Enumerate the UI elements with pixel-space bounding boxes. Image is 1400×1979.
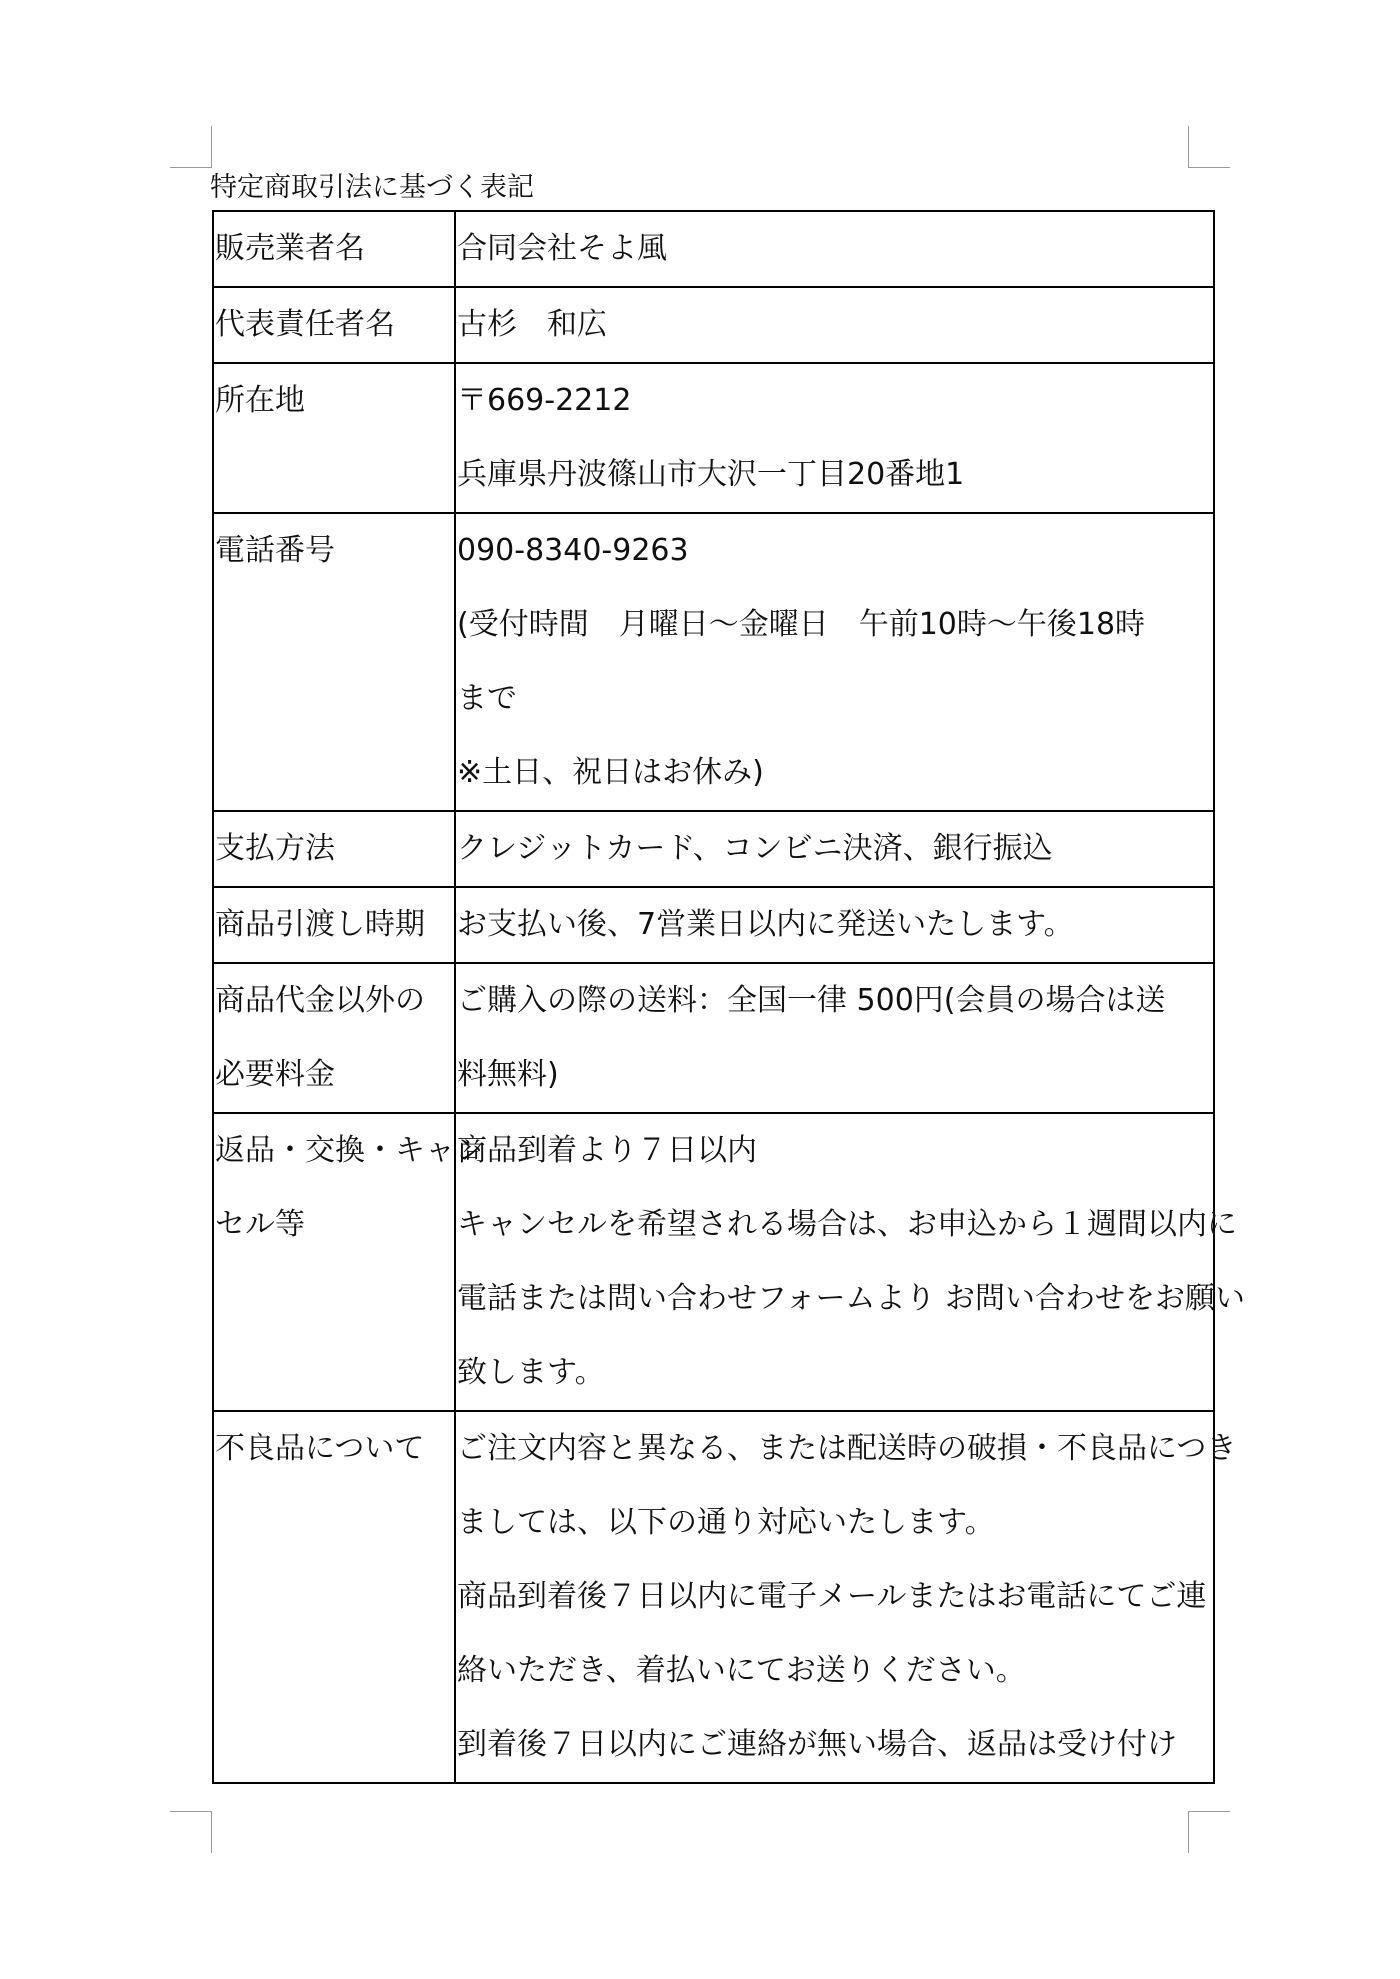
table-row: [213, 513, 1214, 811]
table-row: [213, 887, 1214, 963]
row-label: 支払方法: [213, 811, 455, 887]
value-line: 料無料): [457, 1057, 559, 1092]
row-value: [455, 1411, 1237, 1783]
crop-mark-bottom-right-vertical: [1188, 1811, 1189, 1853]
crop-mark-top-right-vertical: [1188, 126, 1189, 168]
row-label: 電話番号: [213, 513, 455, 811]
value-line: ※土日、祝日はお休み): [457, 755, 764, 790]
row-label: 販売業者名: [213, 211, 455, 287]
row-label: [213, 1113, 485, 1411]
table-row: [213, 811, 1214, 887]
value-line: 商品到着より７日以内: [457, 1133, 757, 1168]
disclosure-table: [212, 210, 1246, 1784]
row-value: [455, 363, 1214, 513]
value-line: 商品到着後７日以内に電子メールまたはお電話にてご連: [457, 1579, 1207, 1614]
crop-mark-bottom-left-vertical: [211, 1811, 212, 1853]
row-value: [455, 811, 1214, 887]
table-row: [213, 363, 1214, 513]
document-title: 特定商取引法に基づく表記: [210, 172, 534, 203]
value-line: 090-8340-9263: [457, 533, 689, 568]
row-value: [455, 287, 1214, 363]
value-line: ご購入の際の送料：全国一律 500円(会員の場合は送: [457, 983, 1166, 1018]
row-value: [455, 513, 1214, 811]
row-label: [213, 963, 455, 1113]
value-line: 致します。: [457, 1355, 605, 1390]
value-line: 絡いただき、着払いにてお送りください。: [457, 1653, 1026, 1688]
value-line: ご注文内容と異なる、または配送時の破損・不良品につき: [457, 1431, 1237, 1466]
value-line: (受付時間 月曜日～金曜日 午前10時～午後18時: [457, 607, 1146, 642]
row-label: 所在地: [213, 363, 455, 513]
value-line: お支払い後、7営業日以内に発送いたします。: [457, 907, 1074, 942]
row-value: [455, 1113, 1246, 1411]
crop-mark-top-right-horizontal: [1188, 167, 1230, 168]
value-line: キャンセルを希望される場合は、お申込から１週間以内に: [457, 1207, 1237, 1242]
label-line: 必要料金: [215, 1057, 335, 1092]
value-line: ましては、以下の通り対応いたします。: [457, 1505, 995, 1540]
label-line: 商品代金以外の: [215, 983, 425, 1018]
crop-mark-bottom-right-horizontal: [1188, 1811, 1230, 1812]
value-line: 到着後７日以内にご連絡が無い場合、返品は受け付け: [457, 1727, 1177, 1762]
value-line: 合同会社そよ風: [457, 231, 667, 266]
label-line: 返品・交換・キャン: [215, 1133, 485, 1168]
table-row: [213, 1113, 1214, 1411]
value-line: 電話または問い合わせフォームより お問い合わせをお願い: [457, 1281, 1246, 1316]
row-label: 不良品について: [213, 1411, 455, 1783]
table-row: [213, 211, 1214, 287]
table-row: [213, 963, 1214, 1113]
crop-mark-top-left-horizontal: [170, 167, 212, 168]
table-row: [213, 287, 1214, 363]
row-value: [455, 963, 1214, 1113]
table-row: [213, 1411, 1214, 1783]
row-value: [455, 887, 1214, 963]
label-line: セル等: [215, 1207, 305, 1242]
value-line: クレジットカード、コンビニ決済、銀行振込: [457, 831, 1053, 866]
crop-mark-top-left-vertical: [211, 126, 212, 168]
row-value: [455, 211, 1214, 287]
value-line: 〒669-2212: [457, 383, 632, 418]
value-line: 兵庫県丹波篠山市大沢一丁目20番地1: [457, 457, 965, 492]
value-line: まで: [457, 681, 517, 716]
row-label: 商品引渡し時期: [213, 887, 455, 963]
row-label: 代表責任者名: [213, 287, 455, 363]
crop-mark-bottom-left-horizontal: [170, 1811, 212, 1812]
value-line: 古杉 和広: [457, 307, 607, 342]
